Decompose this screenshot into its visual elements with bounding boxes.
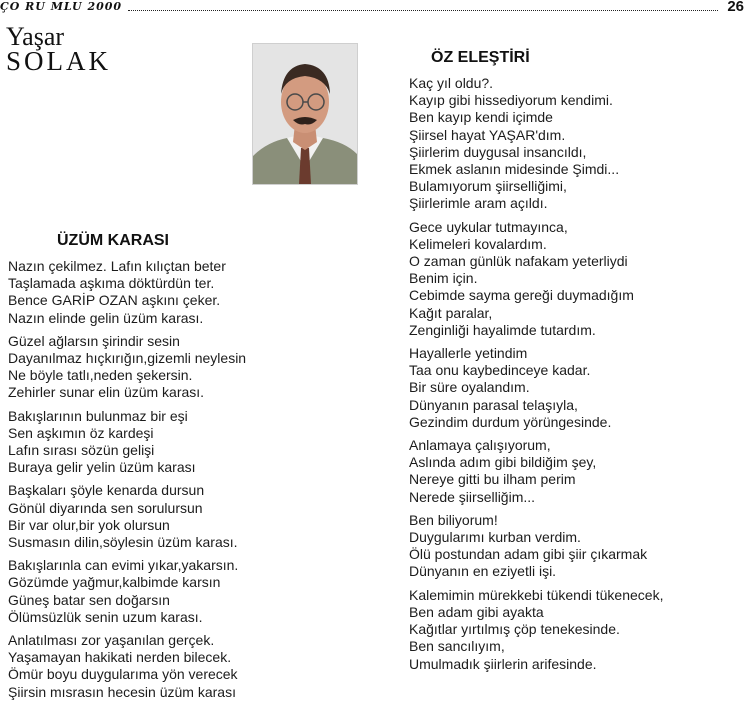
verse-line: Kağıt paralar, [409, 304, 493, 321]
poem-left-body [8, 258, 246, 707]
verse-line: Taa onu kaybedinceye kadar. [409, 362, 591, 379]
verse-line: Şiirsin mısrasın hecesin üzüm karası [8, 683, 236, 700]
stanza [409, 437, 663, 506]
verse-line: Dünyanın parasal telaşıyla, [409, 396, 578, 413]
stanza [409, 345, 663, 431]
verse-line: Kağıtlar yırtılmış çöp tenekesinde. [409, 621, 620, 638]
verse-line: Nazın çekilmez. Lafın kılıçtan beter [8, 258, 226, 274]
verse-line: Ekmek aslanın midesinde Şimdi... [409, 161, 620, 178]
verse-line: Sen aşkımın öz kardeşi [8, 424, 154, 441]
verse-line: Zehirler sunar elin üzüm karası. [8, 384, 205, 401]
verse-line: Duygularımı kurban verdim. [409, 529, 581, 546]
verse-line: Nerede şiirselliğim... [409, 488, 536, 505]
verse-line: Ölü postundan adam gibi şiir çıkarmak [409, 546, 648, 563]
stanza [409, 219, 663, 339]
verse-line: Ben sancılıyım, [409, 638, 505, 655]
verse-line: Nazın elinde gelin üzüm karası. [8, 309, 204, 326]
verse-line: Güzel ağlarsın şirindir sesin [8, 332, 180, 349]
author-portrait [252, 43, 358, 185]
verse-line: Zenginliği hayalimde tutardım. [409, 321, 596, 338]
page-number: 26 [727, 0, 744, 15]
stanza [8, 632, 246, 701]
author-first-name: Yaşar [6, 22, 65, 51]
verse-line: Kelimeleri kovalardım. [409, 235, 547, 252]
verse-line: O zaman günlük nafakam yeterliydi [409, 253, 628, 270]
verse-line: Yaşamayan hakikati nerden bilecek. [8, 649, 232, 666]
verse-line: Nereye gitti bu ilham perim [409, 471, 576, 488]
author-name [6, 24, 111, 75]
stanza [409, 512, 663, 581]
verse-line: Şiirlerim duygusal insancıldı, [409, 143, 587, 160]
verse-line: Ben adam gibi ayakta [409, 603, 544, 620]
verse-line: Ölümsüzlük senin uzum karası. [8, 608, 203, 625]
verse-line: Güneş batar sen doğarsın [8, 591, 170, 608]
magazine-brand: ÇO RU MLU 2000 [0, 0, 123, 13]
verse-line: Umulmadık şiirlerin arifesinde. [409, 655, 597, 672]
verse-line: Hayallerle yetindim [409, 345, 528, 362]
verse-line: Gece uykular tutmayınca, [409, 218, 568, 235]
stanza [409, 75, 663, 213]
verse-line: Cebimde sayma gereği duymadığım [409, 287, 634, 304]
verse-line: Gözümde yağmur,kalbimde karsın [8, 574, 221, 591]
verse-line: Dayanılmaz hıçkırığın,gizemli neylesin [8, 350, 247, 367]
verse-line: Ben kayıp kendi içimde [409, 109, 553, 126]
stanza [8, 482, 246, 551]
stanza [8, 258, 246, 327]
verse-line: Şiirlerimle aram açıldı. [409, 195, 548, 212]
portrait-illustration [253, 44, 357, 184]
verse-line: Anlamaya çalışıyorum, [409, 437, 551, 454]
page-header [0, 0, 746, 16]
verse-line: Lafın sırası sözün gelişi [8, 442, 155, 459]
verse-line: Gönül diyarında sen sorulursun [8, 499, 203, 516]
poem-title-uzum-karasi: ÜZÜM KARASI [57, 232, 169, 249]
verse-line: Dünyanın en eziyetli işi. [409, 563, 557, 580]
verse-line: Gezindim durdum yörüngesinde. [409, 413, 612, 430]
verse-line: Başkaları şöyle kenarda dursun [8, 482, 205, 499]
verse-line: Taşlamada aşkıma döktürdün ter. [8, 275, 215, 292]
header-dotted-rule [128, 10, 718, 11]
verse-line: Ben biliyorum! [409, 511, 498, 528]
verse-line: Ne böyle tatlı,neden şekersin. [8, 367, 193, 384]
author-last-name: SOLAK [6, 46, 112, 76]
stanza [409, 587, 663, 673]
verse-line: Buraya gelir yelin üzüm karası [8, 459, 196, 476]
verse-line: Bir var olur,bir yok olursun [8, 516, 170, 533]
verse-line: Bakışlarının bulunmaz bir eşi [8, 407, 188, 424]
poem-right-body [409, 75, 663, 679]
verse-line: Benim için. [409, 270, 478, 287]
verse-line: Ömür boyu duygularıma yön verecek [8, 666, 238, 683]
verse-line: Bulamıyorum şiirselliğimi, [409, 178, 567, 195]
stanza [8, 333, 246, 402]
verse-line: Kaç yıl oldu?. [409, 75, 494, 91]
verse-line: Susmasın dilin,söylesin üzüm karası. [8, 534, 238, 551]
verse-line: Bakışlarınla can evimi yıkar,yakarsın. [8, 557, 239, 574]
verse-line: Anlatılması zor yaşanılan gerçek. [8, 632, 215, 649]
stanza [8, 408, 246, 477]
verse-line: Bir süre oyalandım. [409, 379, 530, 396]
verse-line: Kayıp gibi hissediyorum kendimi. [409, 92, 613, 109]
poem-title-oz-elestiri: ÖZ ELEŞTİRİ [431, 49, 530, 66]
stanza [8, 557, 246, 626]
verse-line: Kalemimin mürekkebi tükendi tükenecek, [409, 586, 664, 603]
verse-line: Şiirsel hayat YAŞAR'dım. [409, 126, 566, 143]
verse-line: Aslında adım gibi bildiğim şey, [409, 454, 597, 471]
verse-line: Bence GARİP OZAN aşkını çeker. [8, 292, 221, 309]
